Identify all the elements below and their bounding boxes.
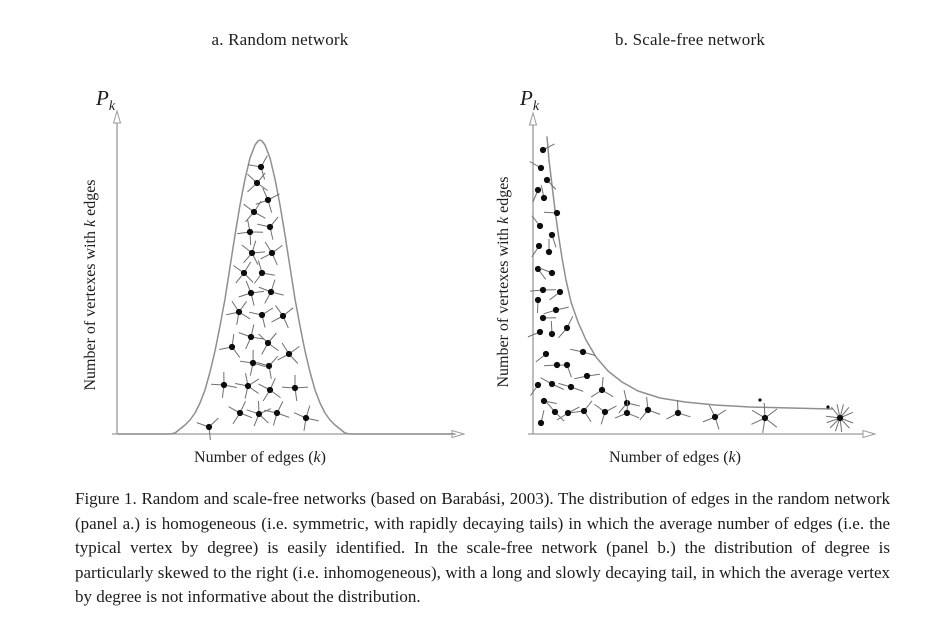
panel-b-x-axis-arrowhead-icon (863, 431, 875, 438)
panel-b-vertex-motifs (528, 144, 853, 433)
panel-b-y-axis-arrowhead-icon (530, 113, 537, 125)
panel-a-pk-label: $P_k$ (96, 86, 116, 114)
panel-a-vertex-motifs (197, 156, 319, 440)
panel-a-title: a. Random network (211, 30, 349, 49)
panel-b-pk-label: $P_k$ (520, 86, 540, 114)
panel-a-plot (70, 80, 470, 470)
panel-a-y-axis-label: Number of vertexes with k edges (82, 179, 99, 391)
panel-a-x-axis-label: Number of edges (k) (194, 449, 326, 466)
panel-b-plot (470, 80, 910, 470)
panel-b-y-axis-label: Number of vertexes with k edges (495, 176, 512, 388)
panel-b-x-axis-label: Number of edges (k) (609, 449, 741, 466)
panel-a-bell-curve (118, 140, 455, 434)
figure-caption: Figure 1. Random and scale-free networks (based on Barabási, 2003). The distribution of edges in the random network (panel a.) is homogeneous (i.e. symmetric, with rapidly decaying tails) in which the average number of edges (i.e. the typical vertex by degree) is easily identified. In the scale-free network (panel b.) the distribution of degree is particularly skewed to the right (i.e. inhomogeneous), with a long and slowly decaying tail, in which the average vertex by degree is not informative about the distribution. (75, 489, 890, 606)
panel-b-powerlaw-curve (547, 137, 832, 409)
panel-b-title: b. Scale-free network (614, 30, 766, 49)
